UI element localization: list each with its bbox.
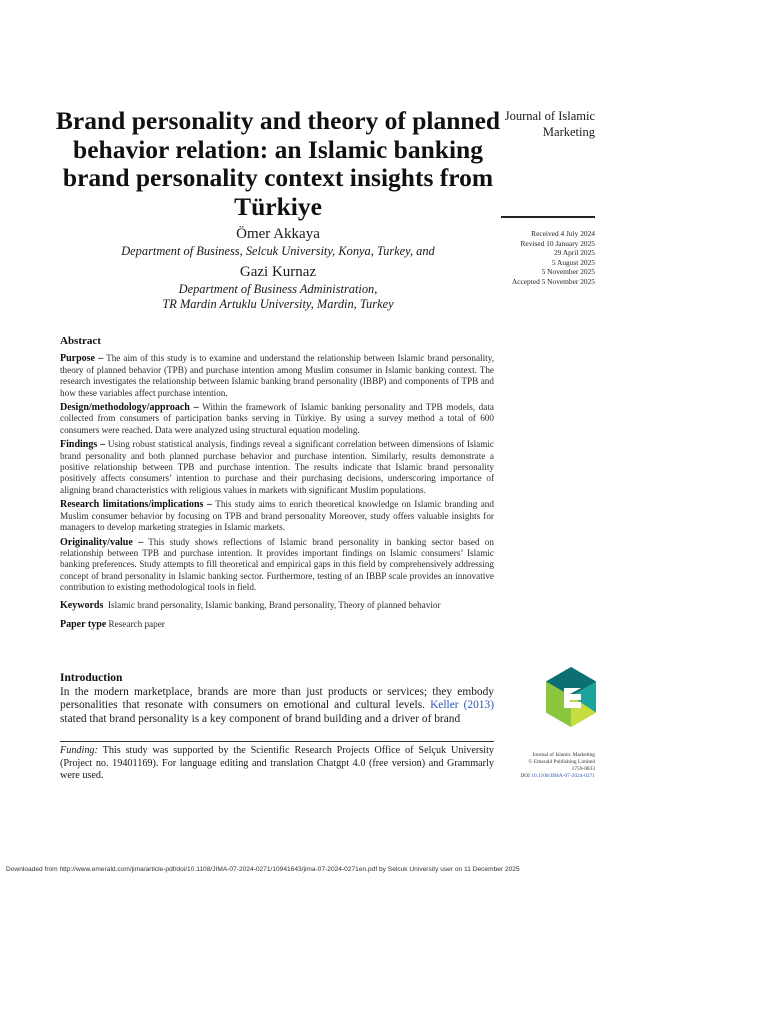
section-label: Design/methodology/approach –: [60, 402, 199, 414]
abstract-design: [60, 402, 494, 436]
journal-divider: [501, 216, 595, 218]
section-text: Within the framework of Islamic banking personality and TPB models, data collected from consumers of participation banks serving in Türkiye. By using a survey method a total of 600 consumers were reached. Data were analyzed using structural equation modeling.: [60, 402, 494, 435]
author-affiliation: [52, 282, 504, 312]
keywords: [60, 600, 494, 611]
section-text: This study aims to enrich theoretical knowledge on Islamic branding and Muslim consumer behavior by focusing on TPB and brand personality Moreover, study offers valuable insights for managers to develop marketing strategies in Islamic markets.: [60, 499, 494, 533]
keywords-text: Islamic brand personality, Islamic banking, Brand personality, Theory of planned behavior: [107, 599, 441, 610]
abstract-purpose: [60, 353, 494, 399]
funding-note: [60, 745, 494, 783]
author-name: Gazi Kurnaz: [239, 264, 317, 280]
paper-type-label: Paper type: [60, 618, 107, 630]
journal-name-line1: Journal of Islamic: [504, 109, 595, 123]
abstract: [60, 336, 494, 630]
keywords-label: Keywords: [60, 599, 104, 611]
paper-type-text: Research paper: [108, 618, 165, 629]
paper-type: [60, 619, 494, 630]
section-text: This study shows reflections of Islamic brand personality in banking sector based on relationship between TPB and purchase intention. It provides important findings on Islamic consumers’ Islamic banking preferences. Study attempts to fill theoretical and empirical gaps in this field by comprehensively addressing concept of brand personality in Islamic banking sector. Furthermore, testing of an IBBP scale provides an innovative contribution to existing methodological tools in field.: [60, 536, 494, 593]
funding-label: Funding:: [60, 745, 98, 756]
intro-text-part: In the modern marketplace, brands are more than just products or services; they embody personalities that resonate with consumers on emotional and cultural levels.: [60, 686, 494, 712]
journal-name: [495, 108, 595, 140]
date-revised-4: 5 November 2025: [541, 267, 595, 277]
date-revised-3: 5 August 2025: [551, 257, 595, 267]
section-label: Findings –: [60, 439, 106, 451]
abstract-limitations: [60, 499, 494, 533]
doi-link[interactable]: 10.1108/JIMA-07-2024-0271: [531, 773, 595, 779]
section-text: The aim of this study is to examine and understand the relationship between Islamic brand personality, theory of planned behavior (TPB) and purchase intention among Muslim consumer in Islamic banking context. The research investigates the relationship between Islamic banking brand personality (IBBP) and components of TPB and how these variables affect purchase intention.: [60, 353, 494, 398]
intro-text-part: stated that brand personality is a key component of brand building and a driver of brand: [60, 712, 461, 725]
author-name: Ömer Akkaya: [236, 226, 320, 242]
meta-journal: Journal of Islamic Marketing: [532, 752, 595, 758]
citation-link[interactable]: Keller (2013): [430, 699, 494, 712]
abstract-originality: [60, 537, 494, 594]
introduction-heading: Introduction: [60, 672, 123, 684]
submission-dates: [490, 229, 595, 287]
abstract-heading: Abstract: [60, 335, 101, 347]
affiliation-line: Department of Business Administration,: [178, 282, 378, 296]
publication-meta: [497, 752, 595, 780]
date-revised-2: 29 April 2025: [553, 248, 595, 258]
introduction-text: [60, 686, 494, 726]
date-revised-1: Revised 10 January 2025: [520, 238, 595, 248]
section-label: Originality/value –: [60, 536, 144, 548]
affiliation-line: TR Mardin Artuklu University, Mardin, Turkey: [162, 297, 394, 311]
meta-publisher: © Emerald Publishing Limited: [528, 759, 595, 765]
meta-doi-row: [497, 773, 595, 780]
download-note: Downloaded from http://www.emerald.com/jima/article-pdf/doi/10.1108/JIMA-07-2024-0271/10941643/jima-07-2024-0271en.pdf by Selcuk University user on 11 December 2025: [6, 866, 520, 873]
meta-doi-label: DOI: [520, 773, 530, 779]
journal-name-line2: Marketing: [542, 125, 595, 139]
date-accepted: Accepted 5 November 2025: [511, 276, 595, 286]
funding-text: This study was supported by the Scientific Research Projects Office of Selçuk University (Project no. 19401169). For language editing and translation Chatgpt 4.0 (free version) and Grammarly were used.: [60, 745, 494, 782]
author-affiliation: Department of Business, Selcuk University, Konya, Turkey, and: [121, 244, 435, 258]
abstract-findings: [60, 439, 494, 496]
section-label: Purpose –: [60, 353, 104, 365]
section-label: Research limitations/implications –: [60, 499, 212, 511]
meta-issn: 1759-0833: [571, 766, 595, 772]
footnote-divider: [60, 741, 494, 742]
emerald-logo-icon: [545, 666, 597, 728]
section-text: Using robust statistical analysis, findings reveal a significant correlation between dimensions of Islamic brand personality and both planned purchase behavior and purchase intention. Similarly, results demonstrate a positive relationship between TPB and purchase intention. The results indicate that Islamic brand personality positively affects consumers’ intention to purchase and their purchasing decisions, underscoring importance of aligning brand characteristics with religious values in markets with significant Muslim populations.: [60, 439, 495, 495]
article-title: Brand personality and theory of planned behavior relation: an Islamic banking brand personality context insights from Türkiye: [55, 106, 501, 221]
date-received: Received 4 July 2024: [531, 229, 595, 238]
